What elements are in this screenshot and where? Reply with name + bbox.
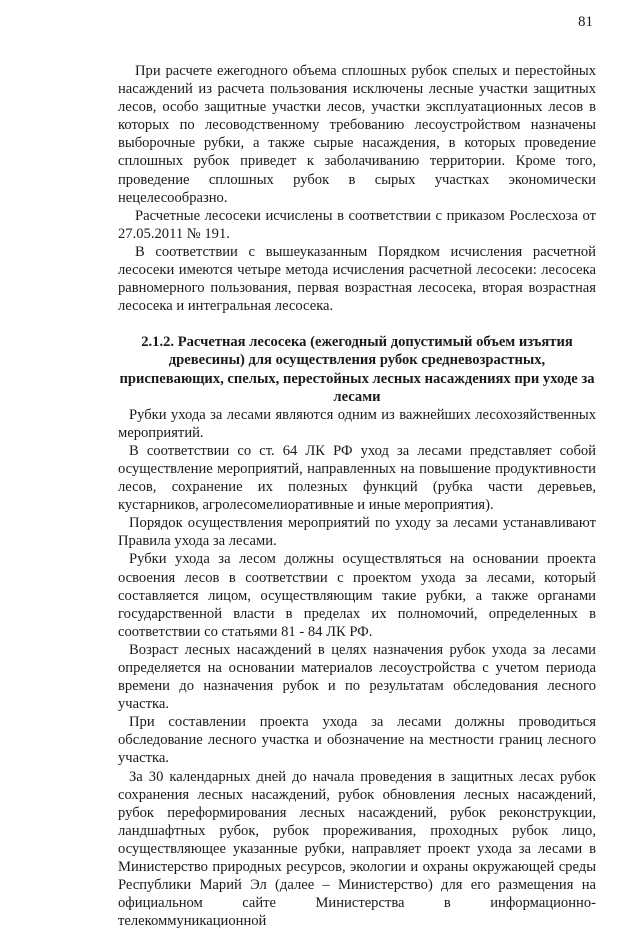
section-heading: 2.1.2. Расчетная лесосека (ежегодный допустимый объем изъятия древесины) для осуществления рубок средневозрастных, приспевающих, спелых, перестойных лесных насаждениях при уходе за лесами [119,334,595,405]
paragraph: Рубки ухода за лесами являются одним из важнейших лесохозяйственных мероприятий. [118,406,596,441]
paragraph: При составлении проекта ухода за лесами должны проводиться обследование лесного участка и обозначение на местности границ лесного участка. [118,714,596,767]
paragraph: В соответствии с вышеуказанным Порядком исчисления расчетной лесосеки имеются четыре метода исчисления расчетной лесосеки: лесосека равномерного пользования, первая возрастная лесосека, вторая возрастная лесосека и интегральная лесосека. [118,243,596,315]
paragraph: За 30 календарных дней до начала проведения в защитных лесах рубок сохранения лесных насаждений, рубок обновления лесных насаждений, рубок переформирования лесных насаждений, рубок реконструкции, ландшафтных рубок, рубок прореживания, проходных рубок лицо, осуществляющее указанные рубки, направляет проект ухода за лесами в Министерство природных ресурсов, экологии и охраны окружающей среды Республики Марий Эл (далее – Министерство) для его размещения на официальном сайте Министерства в информационно-телекоммуникационной [118,768,596,930]
paragraph: Возраст лесных насаждений в целях назначения рубок ухода за лесами определяется на основании материалов лесоустройства с учетом периода времени до назначения рубок и по результатам обследования лесного участка. [118,641,596,713]
paragraph: Расчетные лесосеки исчислены в соответствии с приказом Рослесхоза от 27.05.2011 № 191. [118,207,596,242]
paragraph: В соответствии со ст. 64 ЛК РФ уход за лесами представляет собой осуществление мероприятий, направленных на повышение продуктивности лесов, сохранение их полезных функций (рубка части деревьев, кустарников, агролесомелиоративные и иные мероприятия). [118,442,596,514]
paragraph: Рубки ухода за лесом должны осуществляться на основании проекта освоения лесов в соответствии с проектом ухода за лесами, который составляется лицом, осуществляющим такие рубки, а также органами государственной власти в пределах их полномочий, определенных в соответствии со статьями 81 - 84 ЛК РФ. [118,551,596,640]
document-body [118,62,596,930]
page-number: 81 [578,14,593,30]
paragraph: Порядок осуществления мероприятий по уходу за лесами устанавливают Правила ухода за лесами. [118,515,596,550]
paragraph: При расчете ежегодного объема сплошных рубок спелых и перестойных насаждений из расчета пользования исключены лесные участки защитных лесов, особо защитные участки лесов, участки эксплуатационных лесов в которых по лесоводственному требованию лесоустройством назначены выборочные рубки, а также сырые насаждения, в которых проведение сплошных рубок приведет к заболачиванию территории. Кроме того, проведение сплошных рубок в сырых участках экономически нецелесообразно. [118,63,596,206]
